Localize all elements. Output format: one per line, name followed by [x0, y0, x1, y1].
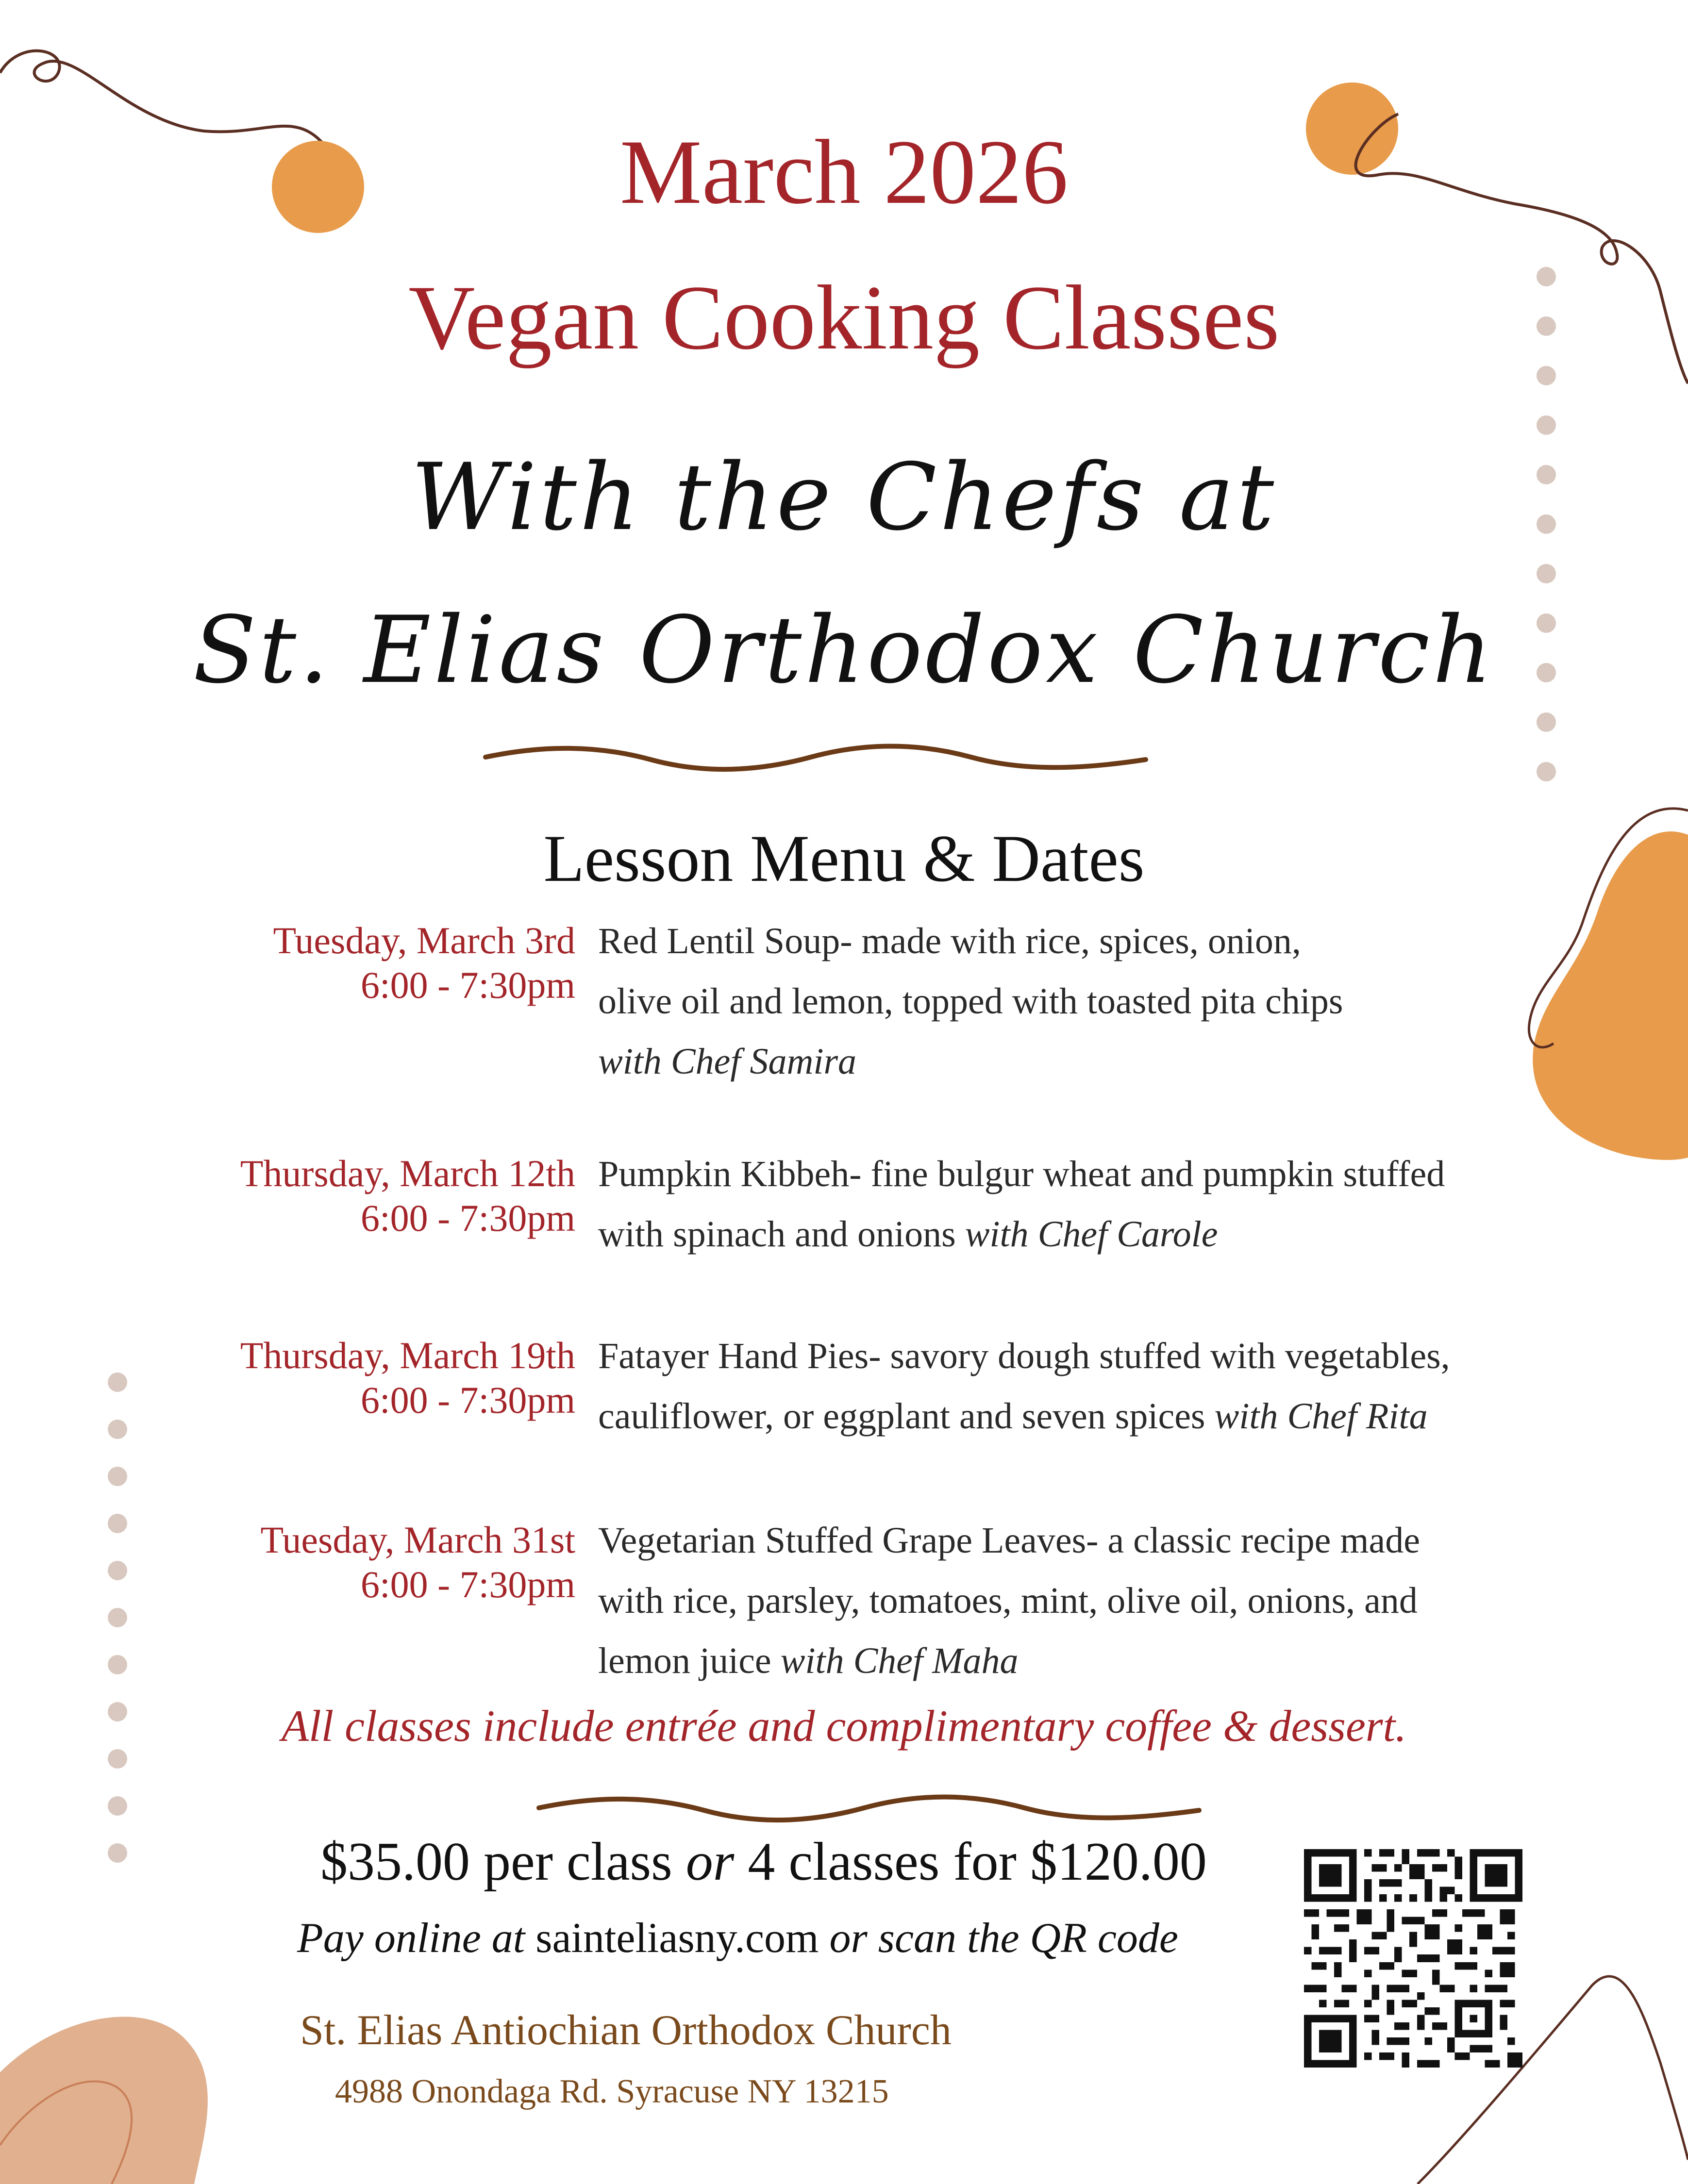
payment-lead: Pay online at — [297, 1915, 525, 1962]
peach-blob-bottom-left — [0, 2017, 208, 2184]
lesson-date: Thursday, March 12th — [240, 1152, 575, 1194]
lesson-time: 6:00 - 7:30pm — [361, 1197, 575, 1239]
lesson-date: Tuesday, March 31st — [260, 1519, 575, 1561]
lesson-line: Red Lentil Soup- made with rice, spices, onion, — [598, 921, 1301, 961]
price-single: $35.00 per class — [320, 1832, 672, 1892]
payment-line — [297, 1917, 1178, 1960]
section-heading: Lesson Menu & Dates — [543, 821, 1145, 895]
qr-code-icon[interactable] — [1304, 1849, 1522, 2068]
lesson-line: Pumpkin Kibbeh- fine bulgur wheat and pumpkin stuffed — [598, 1154, 1445, 1194]
lesson-line: Fatayer Hand Pies- savory dough stuffed with vegetables, — [598, 1336, 1450, 1376]
lesson-line: olive oil and lemon, topped with toasted pita chips — [598, 981, 1343, 1022]
subtitle-church: St. Elias Orthodox Church — [193, 596, 1495, 704]
lesson-date: Tuesday, March 3rd — [273, 919, 575, 961]
wave-divider-bottom — [539, 1797, 1199, 1820]
lesson-chef: with Chef Rita — [1214, 1396, 1428, 1437]
pricing-line — [320, 1832, 1291, 1892]
lesson-description — [598, 911, 1521, 1092]
lesson-line: with rice, parsley, tomatoes, mint, olive oil, onions, and — [598, 1580, 1418, 1621]
title-month: March 2026 — [619, 121, 1069, 223]
price-or: or — [685, 1832, 735, 1892]
title-classes: Vegan Cooking Classes — [408, 267, 1280, 369]
church-address: 4988 Onondaga Rd. Syracuse NY 13215 — [335, 2073, 889, 2110]
lesson-time: 6:00 - 7:30pm — [361, 1379, 575, 1421]
lesson-description — [598, 1326, 1521, 1446]
lesson-description — [598, 1510, 1521, 1691]
dots-left — [108, 1373, 127, 1863]
lesson-date: Thursday, March 19th — [240, 1334, 575, 1376]
wave-divider-top — [485, 746, 1146, 770]
payment-site[interactable]: sainteliasny.com — [535, 1915, 819, 1962]
price-bundle: 4 classes for $120.00 — [748, 1832, 1207, 1892]
lesson-description — [598, 1144, 1521, 1264]
lesson-chef: with Chef Maha — [780, 1640, 1019, 1681]
subtitle-chefs: With the Chefs at — [411, 444, 1277, 551]
church-name: St. Elias Antiochian Orthodox Church — [300, 2007, 952, 2054]
lesson-line: lemon juice — [598, 1640, 771, 1681]
lesson-time: 6:00 - 7:30pm — [361, 1563, 575, 1605]
lesson-line: with spinach and onions — [598, 1214, 956, 1255]
lesson-time: 6:00 - 7:30pm — [361, 964, 575, 1006]
lesson-line: Vegetarian Stuffed Grape Leaves- a classic recipe made — [598, 1520, 1420, 1561]
lesson-chef: with Chef Carole — [965, 1214, 1218, 1255]
inclusion-note: All classes include entrée and complimentary coffee & dessert. — [281, 1701, 1407, 1751]
lesson-line: cauliflower, or eggplant and seven spices — [598, 1396, 1205, 1437]
lesson-chef: with Chef Samira — [598, 1041, 857, 1082]
payment-tail: or scan the QR code — [829, 1915, 1178, 1962]
